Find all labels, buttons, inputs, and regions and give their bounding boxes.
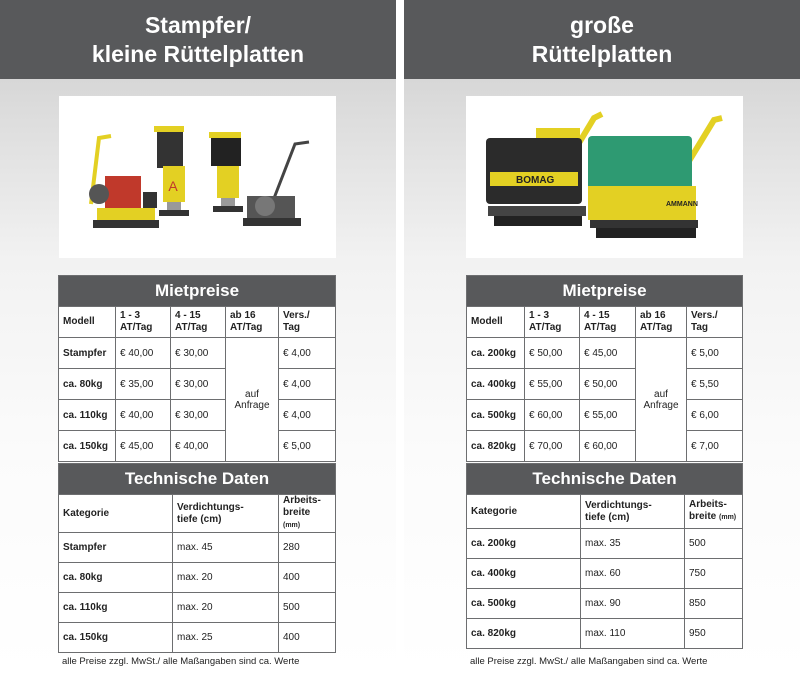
table-row [59, 338, 336, 369]
col-header-4-15-days: 4 - 15 AT/Tag [171, 307, 226, 338]
price-cell: € 45,00 [580, 338, 636, 369]
price-cell: € 45,00 [116, 431, 171, 462]
depth-cell: max. 90 [581, 589, 685, 619]
model-cell: ca. 150kg [59, 431, 116, 462]
shipping-cell: € 6,00 [687, 400, 743, 431]
model-cell: ca. 820kg [467, 431, 525, 462]
category-cell: ca. 150kg [59, 623, 173, 653]
price-cell: € 50,00 [580, 369, 636, 400]
col-header-1-3-days: 1 - 3 AT/Tag [116, 307, 171, 338]
col-header-model: Modell [467, 307, 525, 338]
price-cell: € 55,00 [580, 400, 636, 431]
svg-text:AMMANN: AMMANN [666, 201, 698, 208]
col-header-width: Arbeits- breite (mm) [685, 495, 743, 529]
col-header-16-days: ab 16 AT/Tag [226, 307, 279, 338]
on-request-cell: auf Anfrage [226, 338, 279, 462]
table-row [467, 431, 743, 462]
width-cell: 500 [279, 593, 336, 623]
rammer-icon [154, 126, 189, 216]
category-cell: ca. 80kg [59, 563, 173, 593]
category-cell: ca. 820kg [467, 619, 581, 649]
width-cell: 750 [685, 559, 743, 589]
price-cell: € 35,00 [116, 369, 171, 400]
col-header-16-days: ab 16 AT/Tag [636, 307, 687, 338]
tech-table [466, 463, 743, 649]
shipping-cell: € 5,50 [687, 369, 743, 400]
col-header-depth: Verdichtungs- tiefe (cm) [581, 495, 685, 529]
rammer-icon [209, 132, 243, 212]
shipping-cell: € 4,00 [279, 369, 336, 400]
panel-small-compactors [0, 0, 396, 673]
depth-cell: max. 60 [581, 559, 685, 589]
tech-table-title: Technische Daten [467, 464, 743, 495]
price-table-title: Mietpreise [59, 276, 336, 307]
col-header-category: Kategorie [59, 495, 173, 533]
width-cell: 850 [685, 589, 743, 619]
panel-title-line1: Stampfer/ [144, 11, 252, 38]
width-cell: 280 [279, 533, 336, 563]
col-header-4-15-days: 4 - 15 AT/Tag [580, 307, 636, 338]
svg-text:BOMAG: BOMAG [516, 175, 555, 186]
model-cell: ca. 500kg [467, 400, 525, 431]
col-header-width: Arbeits- breite (mm) [279, 495, 336, 533]
depth-cell: max. 45 [173, 533, 279, 563]
price-cell: € 60,00 [580, 431, 636, 462]
shipping-cell: € 4,00 [279, 338, 336, 369]
table-row [467, 400, 743, 431]
depth-cell: max. 110 [581, 619, 685, 649]
unit-label: (mm) [283, 522, 301, 529]
depth-cell: max. 20 [173, 563, 279, 593]
price-cell: € 55,00 [525, 369, 580, 400]
model-cell: ca. 200kg [467, 338, 525, 369]
model-cell: ca. 400kg [467, 369, 525, 400]
price-table [466, 275, 743, 462]
price-cell: € 30,00 [171, 400, 226, 431]
panel-large-compactors [404, 0, 800, 673]
plate-compactor-icon [243, 142, 309, 226]
category-cell: ca. 110kg [59, 593, 173, 623]
product-image-large-compactors [466, 96, 743, 258]
price-cell: € 40,00 [116, 400, 171, 431]
shipping-cell: € 5,00 [687, 338, 743, 369]
width-cell: 500 [685, 529, 743, 559]
table-row [467, 338, 743, 369]
panel-header [404, 0, 800, 79]
model-cell: Stampfer [59, 338, 116, 369]
model-cell: ca. 110kg [59, 400, 116, 431]
col-header-depth: Verdichtungs- tiefe (cm) [173, 495, 279, 533]
ammann-compactor-icon [588, 118, 722, 238]
price-cell: € 30,00 [171, 338, 226, 369]
shipping-cell: € 4,00 [279, 400, 336, 431]
price-cell: € 30,00 [171, 369, 226, 400]
price-cell: € 70,00 [525, 431, 580, 462]
col-header-1-3-days: 1 - 3 AT/Tag [525, 307, 580, 338]
tech-table-title: Technische Daten [59, 464, 336, 495]
col-header-model: Modell [59, 307, 116, 338]
model-cell: ca. 80kg [59, 369, 116, 400]
price-cell: € 40,00 [171, 431, 226, 462]
table-row [59, 369, 336, 400]
table-row [59, 593, 336, 623]
bomag-compactor-icon [486, 114, 602, 226]
footer-note: alle Preise zzgl. MwSt./ alle Maßangaben sind ca. Werte [62, 656, 300, 667]
shipping-cell: € 7,00 [687, 431, 743, 462]
width-cell: 400 [279, 563, 336, 593]
footer-note: alle Preise zzgl. MwSt./ alle Maßangaben sind ca. Werte [470, 656, 708, 667]
table-row [467, 589, 743, 619]
plate-compactor-icon [89, 136, 159, 228]
table-row [467, 529, 743, 559]
table-row [59, 431, 336, 462]
panel-header [0, 0, 396, 79]
category-cell: Stampfer [59, 533, 173, 563]
price-table-title: Mietpreise [467, 276, 743, 307]
unit-label: (mm) [719, 514, 737, 521]
on-request-cell: auf Anfrage [636, 338, 687, 462]
col-header-category: Kategorie [467, 495, 581, 529]
col-header-shipping: Vers./ Tag [687, 307, 743, 338]
price-table [58, 275, 336, 462]
tech-table [58, 463, 336, 653]
table-row [59, 623, 336, 653]
product-image-small-compactors [59, 96, 336, 258]
category-cell: ca. 500kg [467, 589, 581, 619]
column-divider [396, 0, 404, 673]
table-row [467, 619, 743, 649]
panel-title-line1: große [570, 11, 634, 38]
depth-cell: max. 20 [173, 593, 279, 623]
shipping-cell: € 5,00 [279, 431, 336, 462]
category-cell: ca. 200kg [467, 529, 581, 559]
table-row [467, 369, 743, 400]
price-cell: € 40,00 [116, 338, 171, 369]
price-cell: € 50,00 [525, 338, 580, 369]
price-cell: € 60,00 [525, 400, 580, 431]
width-cell: 400 [279, 623, 336, 653]
svg-text:A: A [168, 178, 178, 194]
depth-cell: max. 35 [581, 529, 685, 559]
table-row [467, 559, 743, 589]
table-row [59, 563, 336, 593]
category-cell: ca. 400kg [467, 559, 581, 589]
table-row [59, 533, 336, 563]
width-cell: 950 [685, 619, 743, 649]
col-header-shipping: Vers./ Tag [279, 307, 336, 338]
table-row [59, 400, 336, 431]
panel-title-line2: kleine Rüttelplatten [91, 40, 305, 67]
depth-cell: max. 25 [173, 623, 279, 653]
panel-title-line2: Rüttelplatten [531, 40, 673, 67]
